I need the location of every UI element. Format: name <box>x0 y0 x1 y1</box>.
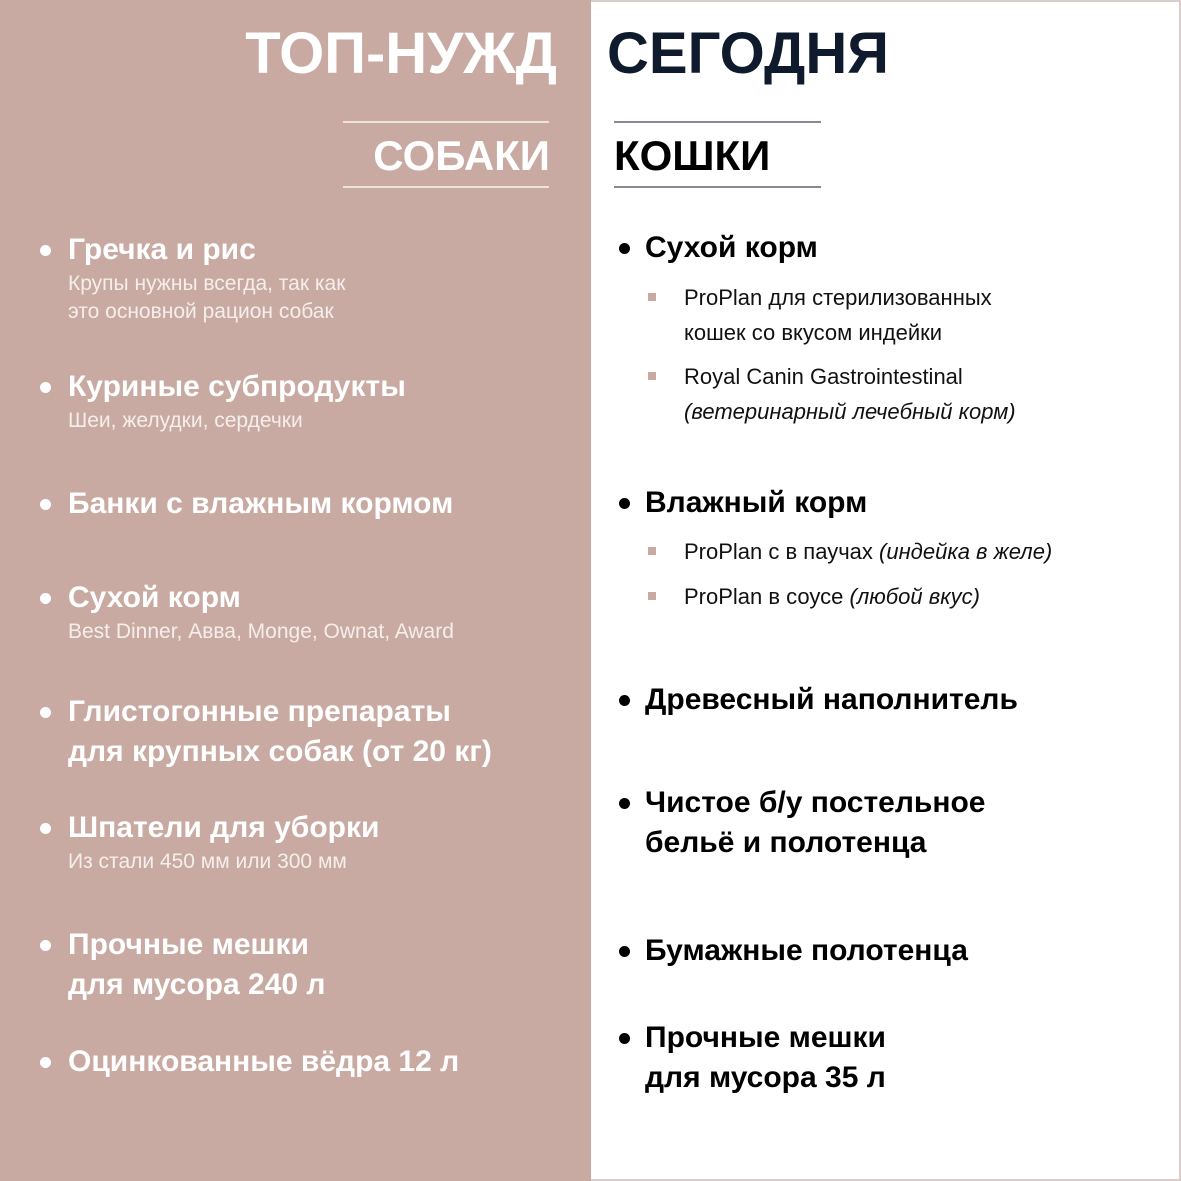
list-item <box>68 1042 459 1082</box>
list-item <box>68 578 454 646</box>
bullet-icon <box>40 245 51 256</box>
bullet-icon <box>619 695 630 706</box>
item-label: Бумажные полотенца <box>645 934 968 967</box>
bullet-icon <box>619 1033 630 1044</box>
sub-item-note: (ветеринарный лечебный корм) <box>684 399 1016 424</box>
bullet-icon <box>619 243 630 254</box>
bullet-icon <box>40 1057 51 1068</box>
sub-item <box>684 280 992 350</box>
cats-heading: КОШКИ <box>614 132 771 179</box>
dogs-heading: СОБАКИ <box>373 132 550 179</box>
square-bullet-icon <box>648 547 656 555</box>
list-item <box>645 680 1018 720</box>
divider <box>614 121 821 123</box>
bullet-icon <box>619 798 630 809</box>
sub-item-note: (любой вкус) <box>849 584 980 609</box>
sub-item <box>684 534 1052 569</box>
item-label: Куриные субпродукты <box>68 370 406 403</box>
divider <box>343 186 549 188</box>
sub-item <box>684 579 980 614</box>
divider <box>343 121 549 123</box>
list-item <box>645 783 985 863</box>
sub-item-text: кошек со вкусом индейки <box>684 320 943 345</box>
sub-item <box>684 359 1016 429</box>
bullet-icon <box>619 498 630 509</box>
item-label: для мусора 240 л <box>68 968 326 1001</box>
item-label: Банки с влажным кормом <box>68 487 454 520</box>
divider <box>614 186 821 188</box>
item-note: Шеи, желудки, сердечки <box>68 409 303 432</box>
title-right: СЕГОДНЯ <box>607 21 889 86</box>
sub-item-text: Royal Canin Gastrointestinal <box>684 364 963 389</box>
item-label: Гречка и рис <box>68 233 256 266</box>
bullet-icon <box>619 946 630 957</box>
list-item <box>68 230 345 326</box>
sub-item-text: ProPlan с в паучах <box>684 539 880 564</box>
square-bullet-icon <box>648 372 656 380</box>
item-note: это основной рацион собак <box>68 300 334 323</box>
item-note: Из стали 450 мм или 300 мм <box>68 850 347 873</box>
item-label: для мусора 35 л <box>645 1061 886 1094</box>
square-bullet-icon <box>648 293 656 301</box>
list-item <box>645 228 818 268</box>
item-label: Прочные мешки <box>645 1021 886 1054</box>
list-item <box>68 925 325 1005</box>
bullet-icon <box>40 593 51 604</box>
list-item <box>645 931 968 971</box>
square-bullet-icon <box>648 592 656 600</box>
list-item <box>68 808 379 876</box>
item-label: Прочные мешки <box>68 928 309 961</box>
bullet-icon <box>40 823 51 834</box>
bullet-icon <box>40 382 51 393</box>
sub-item-text: ProPlan для стерилизованных <box>684 285 992 310</box>
list-item <box>68 692 492 772</box>
title-left: ТОП-НУЖД <box>245 21 557 86</box>
item-label: Оцинкованные вёдра 12 л <box>68 1045 460 1078</box>
item-label: Чистое б/у постельное <box>645 786 986 819</box>
item-label: Влажный корм <box>645 486 868 519</box>
item-note: Крупы нужны всегда, так как <box>68 272 346 295</box>
list-item <box>68 367 406 435</box>
bullet-icon <box>40 940 51 951</box>
sub-item-note: (индейка в желе) <box>879 539 1053 564</box>
item-note: Best Dinner, Авва, Monge, Ownat, Award <box>68 620 454 643</box>
item-label: Шпатели для уборки <box>68 811 380 844</box>
list-item <box>645 1018 886 1098</box>
sub-item-text: ProPlan в соусе <box>684 584 850 609</box>
item-label: для крупных собак (от 20 кг) <box>68 735 492 768</box>
item-label: бельё и полотенца <box>645 826 927 859</box>
list-item <box>645 483 867 523</box>
list-item <box>68 484 453 524</box>
item-label: Сухой корм <box>645 231 818 264</box>
item-label: Древесный наполнитель <box>645 683 1018 716</box>
item-label: Глистогонные препараты <box>68 695 451 728</box>
item-label: Сухой корм <box>68 581 241 614</box>
bullet-icon <box>40 499 51 510</box>
bullet-icon <box>40 707 51 718</box>
